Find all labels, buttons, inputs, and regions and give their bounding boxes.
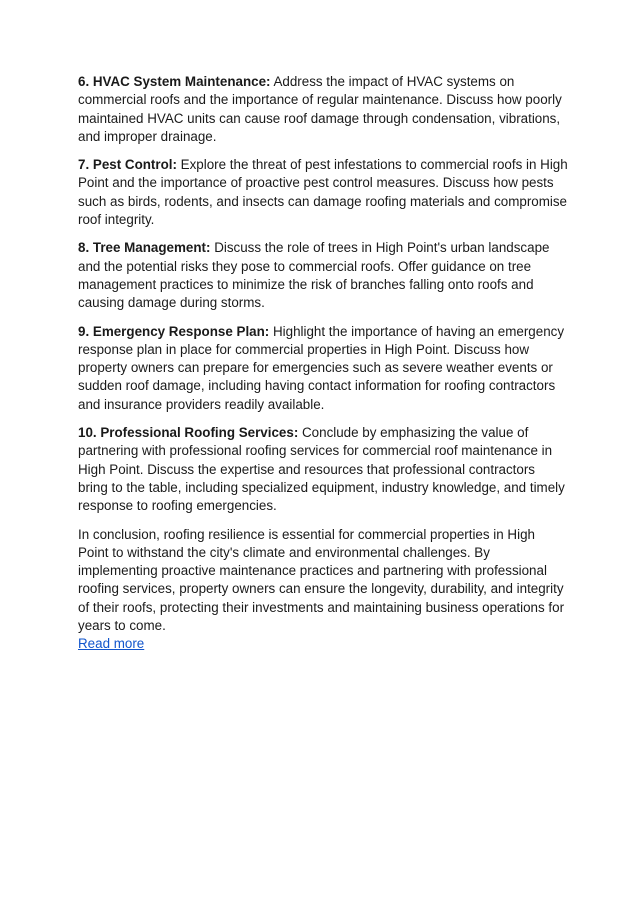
section-body: Explore the threat of pest infestations to commercial roofs in High Point and the importance of proactive pest control measures. Discuss how pests such as birds, rodents, and insects can damage roofing materials and compromise roof integrity. [78, 157, 568, 228]
section-heading: 7. Pest Control: [78, 157, 177, 173]
section-professional-roofing [78, 424, 568, 515]
section-body: Discuss the role of trees in High Point's urban landscape and the potential risks they pose to commercial roofs. Offer guidance on tree management practices to minimize the risk of branches falling onto roofs and causing damage during storms. [78, 240, 550, 311]
section-heading: 8. Tree Management: [78, 240, 211, 256]
section-pest-control [78, 156, 568, 229]
section-heading: 10. Professional Roofing Services: [78, 425, 299, 441]
section-heading: 9. Emergency Response Plan: [78, 323, 270, 339]
section-body: Conclude by emphasizing the value of partnering with professional roofing services for commercial roof maintenance in High Point. Discuss the expertise and resources that professional contractors bring to the table, including specialized equipment, industry knowledge, and timely response to roofing emergencies. [78, 425, 565, 514]
section-tree-management [78, 239, 568, 312]
section-emergency-response [78, 323, 568, 414]
section-heading: 6. HVAC System Maintenance: [78, 74, 271, 89]
section-hvac [78, 73, 568, 146]
conclusion-paragraph [78, 526, 568, 654]
document-page [78, 73, 568, 664]
conclusion-text: In conclusion, roofing resilience is essential for commercial properties in High Point to withstand the city's climate and environmental challenges. By implementing proactive maintenance practices and partnering with professional roofing services, property owners can ensure the longevity, durability, and integrity of their roofs, protecting their investments and maintaining business operations for years to come. [78, 526, 565, 634]
section-body: Address the impact of HVAC systems on commercial roofs and the importance of regular maintenance. Discuss how poorly maintained HVAC units can cause roof damage through condensation, vibrations, and improper drainage. [78, 74, 562, 144]
section-body: Highlight the importance of having an emergency response plan in place for commercial properties in High Point. Discuss how property owners can prepare for emergencies such as severe weather events or sudden roof damage, including having contact information for roofing contractors and insurance providers readily available. [78, 323, 565, 412]
read-more-link[interactable]: Read more [78, 636, 145, 652]
